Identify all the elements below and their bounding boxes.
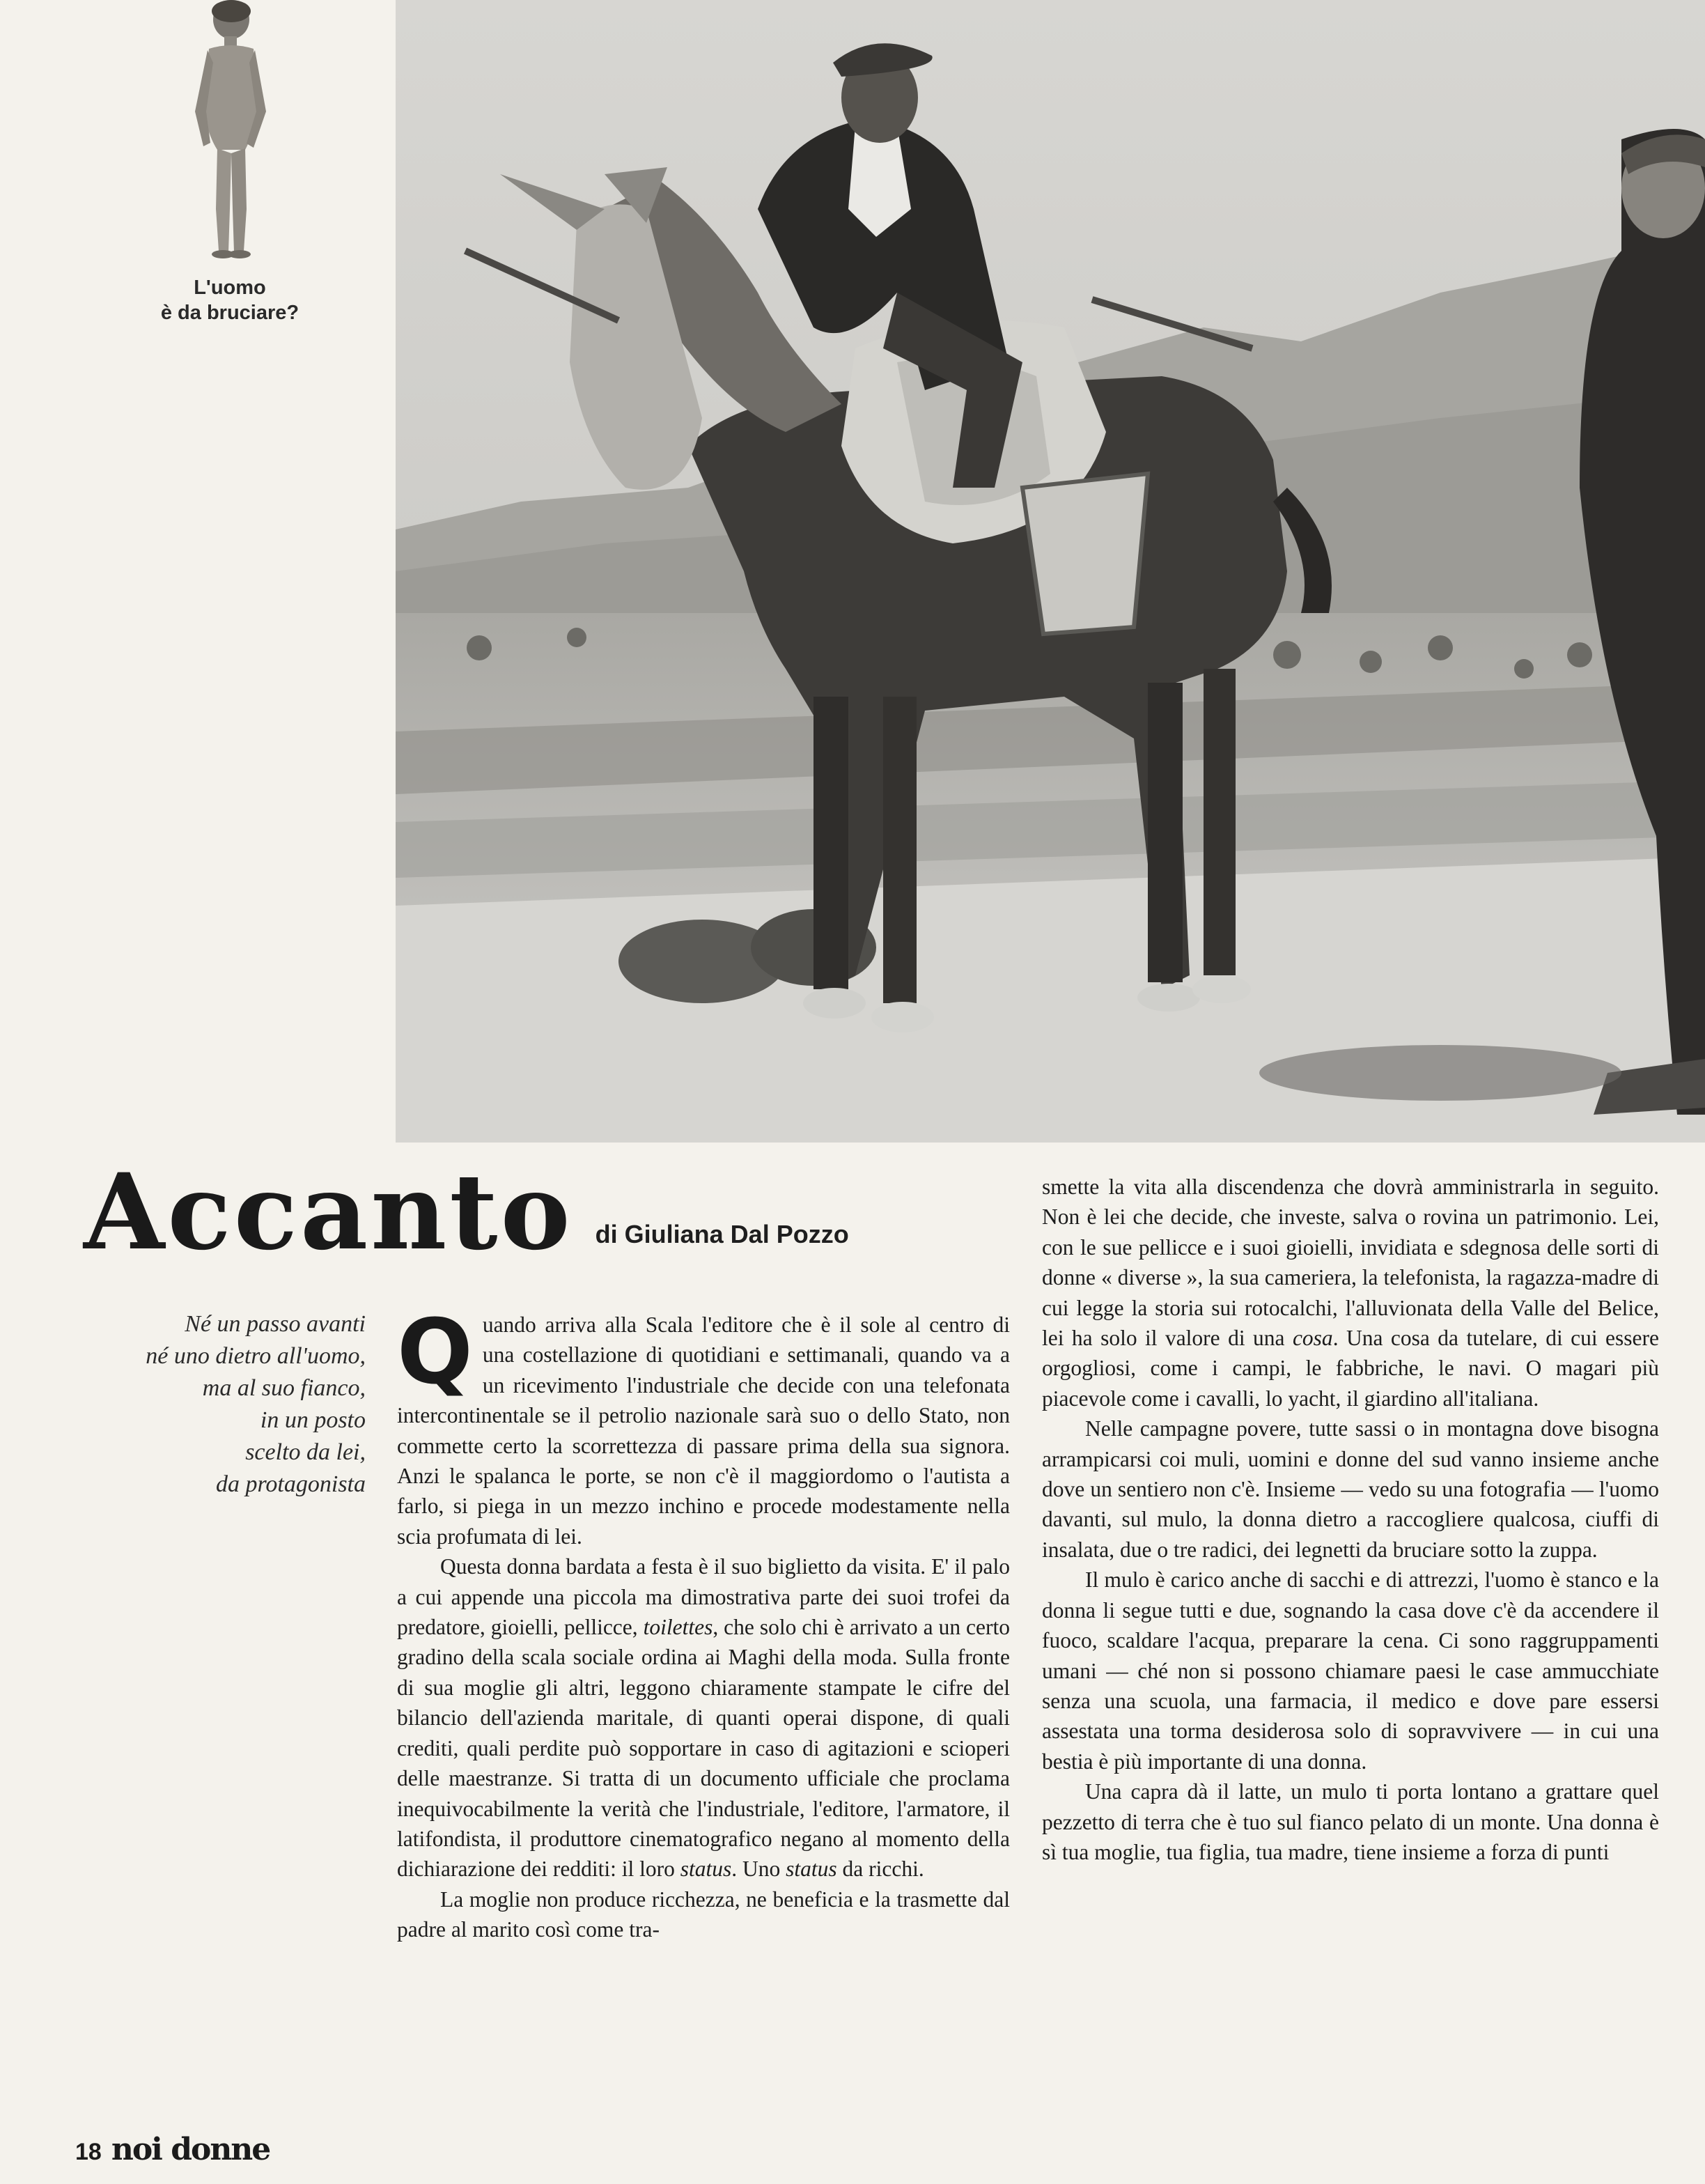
paragraph-text: uando arriva alla Scala l'editore che è il sole al centro di una costellazione di quotidiani e settimanali, quando va a un ricevimento l'industriale che decide con una telefonata intercontinentale se il petrolio nazionale sarà suo o dello Stato, non commette certo la scorrettezza di passare prima della sua signora. Anzi le spalanca le porte, se non c'è il maggiordomo o l'autista a farlo, si piega in un mezzo inchino e procede modestamente nella scia profumata di lei.: [397, 1312, 1010, 1549]
standfirst-line: da protagonista: [215, 1471, 366, 1497]
sidebar-caption-line: L'uomo: [194, 277, 266, 299]
article-headline: [84, 1151, 849, 1273]
sidebar-figure-image: [167, 0, 293, 261]
emphasis-text: cosa: [1292, 1326, 1333, 1351]
drop-cap: Q: [397, 1301, 473, 1404]
paragraph: [397, 1884, 1010, 1945]
article-standfirst: [70, 1308, 366, 1501]
standfirst-line: ma al suo fianco,: [202, 1375, 366, 1401]
paragraph-text: . Uno: [731, 1857, 786, 1882]
emphasis-text: status: [680, 1857, 732, 1882]
article-photograph: [396, 0, 1705, 1143]
paragraph: [1042, 1776, 1659, 1867]
paragraph: [397, 1551, 1010, 1884]
standfirst-line: né uno dietro all'uomo,: [146, 1343, 366, 1369]
article-title: Accanto: [84, 1151, 573, 1273]
sidebar-caption-line: è da bruciare?: [160, 302, 299, 324]
emphasis-text: toilettes: [643, 1615, 713, 1640]
paragraph: [397, 1301, 1010, 1551]
magazine-logo: noi donne: [111, 2132, 270, 2167]
article-column-2: [1042, 1172, 1659, 1867]
sidebar-caption: [98, 275, 362, 325]
paragraph-text: Questa donna bardata a festa è il suo biglietto da visita. E' il palo a cui appende una piccola ma dimostrativa parte dei suoi trofei da predatore, gioielli, pellicce,: [397, 1554, 1010, 1640]
standfirst-line: scelto da lei,: [245, 1439, 366, 1465]
paragraph-text: La moglie non produce ricchezza, ne beneficia e la trasmette dal padre al marito così come tra-: [397, 1887, 1010, 1942]
standfirst-line: in un posto: [260, 1407, 366, 1433]
article-byline: di Giuliana Dal Pozzo: [595, 1220, 849, 1248]
page-footer: [75, 2132, 270, 2167]
paragraph: [1042, 1414, 1659, 1565]
paragraph-text: , che solo chi è arrivato a un certo gradino della scala sociale ordina ai Maghi della moda. Sulla fronte di sua moglie gli altri, leggono chiaramente stampate le cifre del bilancio dell'azienda maritale, di quanti operai dispone, di quali crediti, quali perdite può sopportare in caso di agitazioni e scioperi delle maestranze. Si tratta di un documento ufficiale che proclama inequivocabilmente la verità che l'industriale, l'editore, l'armatore, il latifondista, il produttore cinematografico negano al momento della dichiarazione dei redditi: il loro: [397, 1615, 1010, 1882]
paragraph-text: Il mulo è carico anche di sacchi e di attrezzi, l'uomo è stanco e la donna li segue tutti e due, sognando la casa dove c'è da accendere il fuoco, scaldare l'acqua, preparare la cena. Ci sono raggruppamenti umani — ché non si possono chiamare paesi le case ammucchiate senza una scuola, una farmacia, il medico e dove pare essersi assestata una torma desiderosa solo di sopravvivere — in cui una bestia è più importante di una donna.: [1042, 1567, 1659, 1774]
paragraph-text: Una capra dà il latte, un mulo ti porta lontano a grattare quel pezzetto di terra che è tuo sul fianco pelato di un monte. Una donna è sì tua moglie, tua figlia, tua madre, tiene insieme a forza di punti: [1042, 1779, 1659, 1864]
article-column-1: [397, 1301, 1010, 1945]
emphasis-text: status: [786, 1857, 837, 1882]
page-number: 18: [75, 2139, 102, 2165]
paragraph-text: da ricchi.: [836, 1857, 924, 1882]
standfirst-line: Né un passo avanti: [185, 1311, 366, 1337]
paragraph-text: Nelle campagne povere, tutte sassi o in montagna dove bisogna arrampicarsi coi muli, uomini e donne del sud vanno insieme anche dove un sentiero non c'è. Insieme — vedo su una fotografia — l'uomo davanti, sul mulo, la donna dietro a raccogliere qualcosa, ciuffi di insalata, due o tre radici, dei legnetti da bruciare sotto la zuppa.: [1042, 1416, 1659, 1562]
paragraph-text: smette la vita alla discendenza che dovrà amministrarla in seguito. Non è lei che decide, che investe, salva o rovina un patrimonio. Lei, con le sue pellicce e i suoi gioielli, invidiata e sdegnosa delle sorti di donne « diverse », la sua cameriera, la telefonista, la ragazza-madre di cui legge la storia sui rotocalchi, l'alluvionata della Valle del Belice, lei ha solo il valore di una: [1042, 1175, 1659, 1351]
paragraph: [1042, 1172, 1659, 1414]
paragraph-text: . Una cosa da tutelare, di cui essere orgogliosi, come i campi, le fabbriche, le navi. O magari più piacevole come i cavalli, lo yacht, il giardino all'italiana.: [1042, 1326, 1660, 1411]
paragraph: [1042, 1565, 1659, 1776]
